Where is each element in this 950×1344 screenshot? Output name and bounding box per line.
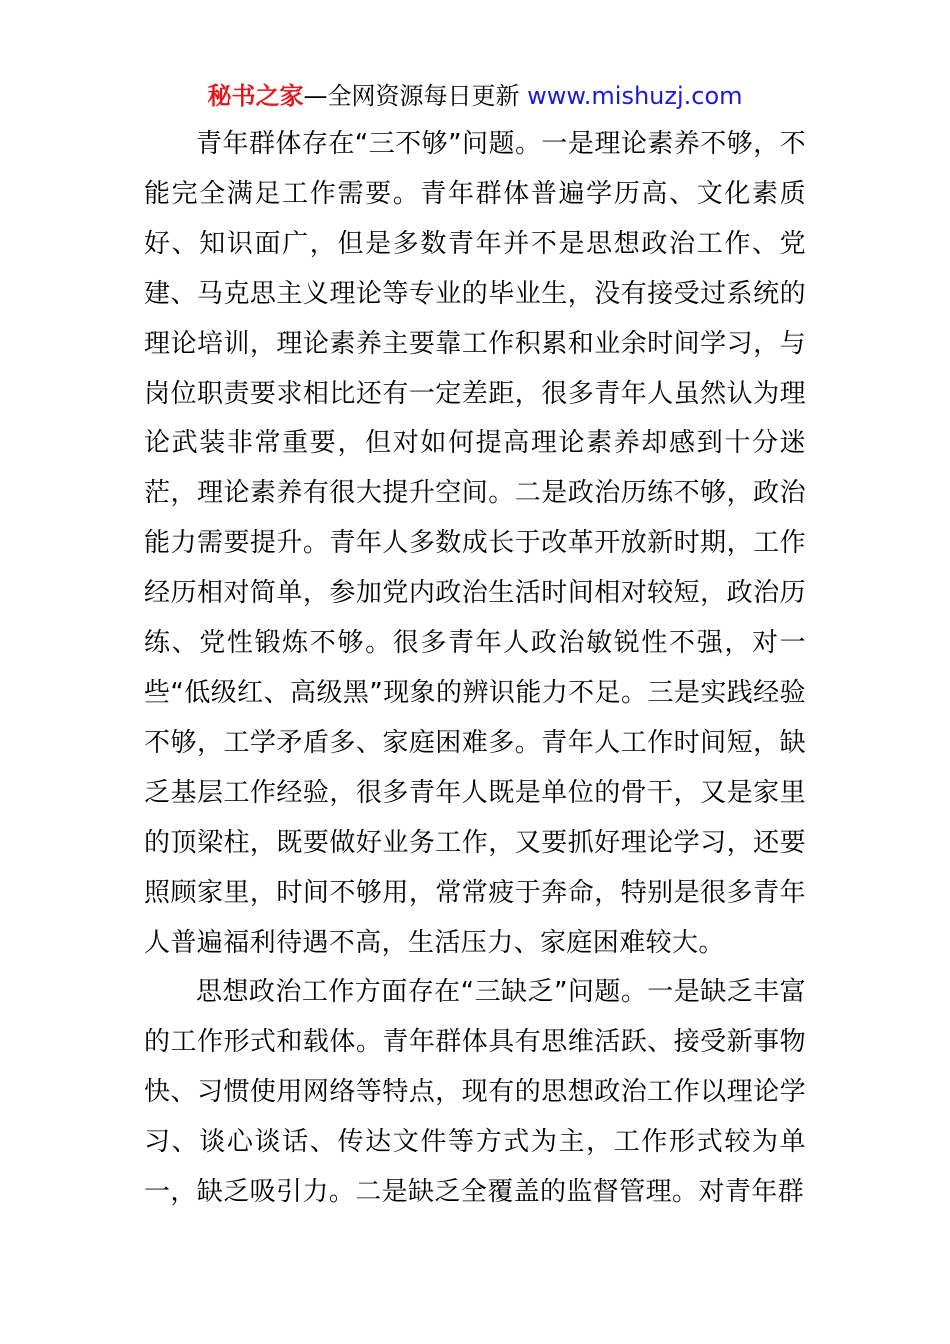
- site-header: [0, 80, 950, 112]
- site-url[interactable]: www.mishuzj.com: [527, 82, 743, 110]
- site-brand: 秘书之家: [207, 82, 304, 110]
- site-tagline: —全网资源每日更新: [303, 82, 520, 110]
- paragraph-2: 思想政治工作方面存在“三缺乏”问题。一是缺乏丰富的工作形式和载体。青年群体具有思维活跃、接受新事物快、习惯使用网络等特点，现有的思想政治工作以理论学习、谈心谈话、传达文件等方式为主，工作形式较为单一，缺乏吸引力。二是缺乏全覆盖的监督管理。对青年群: [144, 977, 806, 1208]
- paragraph-1: 青年群体存在“三不够”问题。一是理论素养不够，不能完全满足工作需要。青年群体普遍学历高、文化素质好、知识面广，但是多数青年并不是思想政治工作、党建、马克思主义理论等专业的毕业生，没有接受过系统的理论培训，理论素养主要靠工作积累和业余时间学习，与岗位职责要求相比还有一定差距，很多青年人虽然认为理论武装非常重要，但对如何提高理论素养却感到十分迷茫，理论素养有很大提升空间。二是政治历练不够，政治能力需要提升。青年人多数成长于改革开放新时期，工作经历相对简单，参加党内政治生活时间相对较短，政治历练、党性锻炼不够。很多青年人政治敏锐性不强，对一些“低级红、高级黑”现象的辨识能力不足。三是实践经验不够，工学矛盾多、家庭困难多。青年人工作时间短，缺乏基层工作经验，很多青年人既是单位的骨干，又是家里的顶梁柱，既要做好业务工作，又要抓好理论学习，还要照顾家里，时间不够用，常常疲于奔命，特别是很多青年人普遍福利待遇不高，生活压力、家庭困难较大。: [144, 129, 806, 958]
- document-body: [144, 120, 806, 1218]
